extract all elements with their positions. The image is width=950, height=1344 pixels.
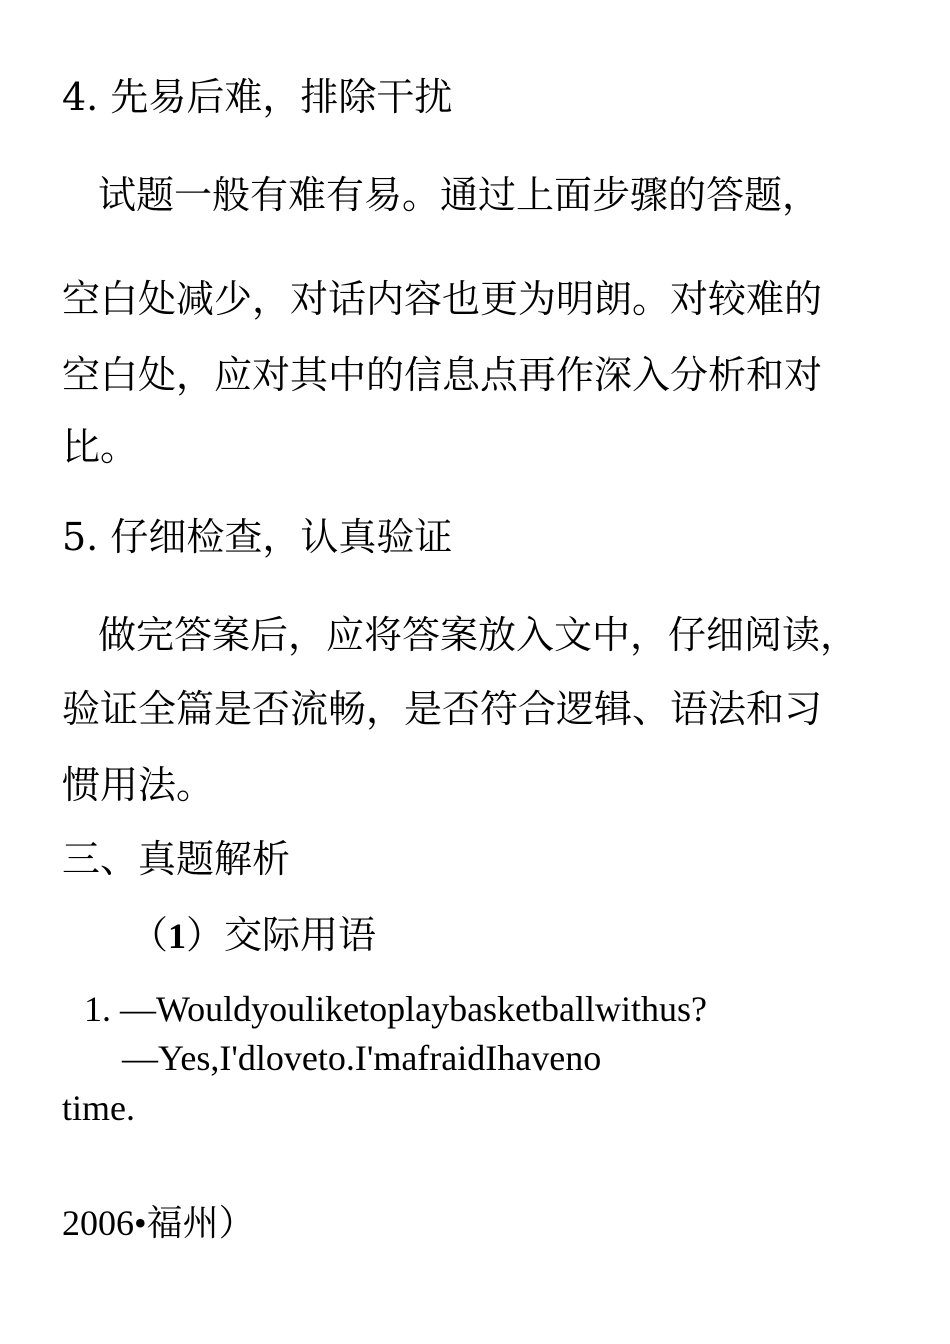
- subheading-title: ）交际用语: [186, 913, 377, 957]
- subheading-number: 1: [168, 916, 187, 956]
- part-3-subheading: [130, 913, 377, 957]
- section-5-paragraph-line-2: 验证全篇是否流畅，是否符合逻辑、语法和习: [62, 687, 823, 731]
- part-3-heading: 三、真题解析: [62, 837, 291, 881]
- section-4-heading: 4. 先易后难，排除干扰: [62, 75, 453, 119]
- question-1-source: 2006•福州）: [62, 1203, 255, 1243]
- section-4-paragraph-line-1: 试题一般有难有易。通过上面步骤的答题，: [98, 173, 821, 217]
- section-5-paragraph-line-1: 做完答案后，应将答案放入文中，仔细阅读，: [98, 613, 859, 657]
- question-1-line-2: —Yes,I'dloveto.I'mafraidIhaveno: [122, 1038, 602, 1078]
- subheading-open-paren: （: [130, 913, 169, 957]
- section-5-heading: 5. 仔细检查，认真验证: [62, 515, 453, 559]
- section-4-paragraph-line-2: 空白处减少，对话内容也更为明朗。对较难的: [62, 277, 823, 321]
- section-4-paragraph-line-3: 空白处，应对其中的信息点再作深入分析和对: [62, 353, 823, 397]
- section-4-paragraph-line-4: 比。: [62, 425, 139, 469]
- question-1-line-1: 1. —Wouldyouliketoplaybasketballwithus?: [84, 989, 708, 1029]
- section-5-paragraph-line-3: 惯用法。: [62, 763, 215, 807]
- question-1-line-3: time.: [62, 1088, 135, 1128]
